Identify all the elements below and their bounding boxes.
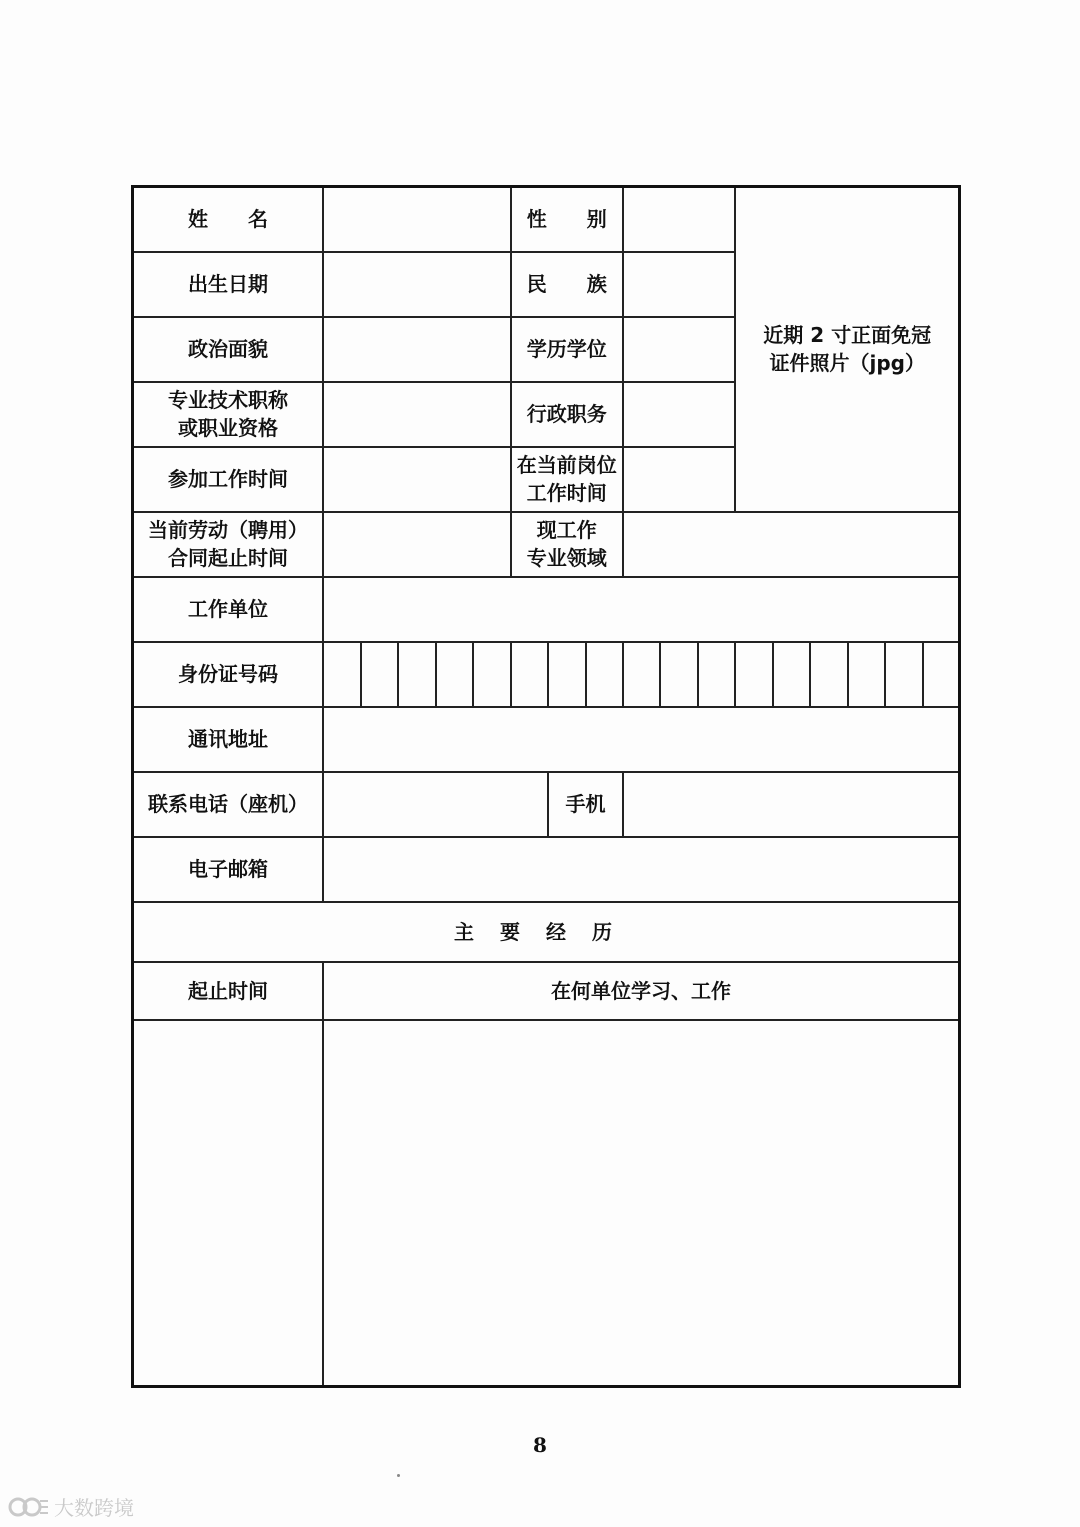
title-label: 专业技术职称 或职业资格: [133, 382, 324, 447]
address-label: 通讯地址: [133, 707, 324, 772]
phone-label: 联系电话（座机）: [133, 772, 324, 837]
education-field[interactable]: [623, 317, 735, 382]
admin-position-field[interactable]: [623, 382, 735, 447]
contract-label: 当前劳动（聘用） 合同起止时间: [133, 512, 324, 577]
contract-field[interactable]: [323, 512, 510, 577]
ethnicity-field[interactable]: [623, 252, 735, 317]
watermark-text: 大数跨境: [54, 1496, 134, 1520]
education-label: 学历学位: [511, 317, 623, 382]
work-start-field[interactable]: [323, 447, 510, 512]
gender-label: 性 别: [511, 187, 623, 252]
id-digit-box[interactable]: [810, 642, 847, 707]
field-label: 现工作 专业领域: [511, 512, 623, 577]
id-digit-box[interactable]: [473, 642, 511, 707]
watermark-logo-icon: [8, 1495, 50, 1519]
watermark: [8, 1492, 134, 1521]
id-digit-box[interactable]: [773, 642, 810, 707]
birth-date-label: 出生日期: [133, 252, 324, 317]
id-digit-box[interactable]: [848, 642, 885, 707]
current-post-time-field[interactable]: [623, 447, 735, 512]
name-label: 姓 名: [133, 187, 324, 252]
id-digit-box[interactable]: [511, 642, 548, 707]
birth-date-field[interactable]: [323, 252, 510, 317]
title-field[interactable]: [323, 382, 510, 447]
organization-label: 在何单位学习、工作: [323, 962, 959, 1020]
admin-position-label: 行政职务: [511, 382, 623, 447]
current-post-time-label: 在当前岗位 工作时间: [511, 447, 623, 512]
work-start-label: 参加工作时间: [133, 447, 324, 512]
political-status-field[interactable]: [323, 317, 510, 382]
email-label: 电子邮箱: [133, 837, 324, 902]
id-digit-box[interactable]: [548, 642, 585, 707]
address-field[interactable]: [323, 707, 959, 772]
id-digit-box[interactable]: [586, 642, 623, 707]
id-digit-box[interactable]: [361, 642, 398, 707]
experience-period-field[interactable]: [133, 1020, 324, 1387]
id-digit-box[interactable]: [398, 642, 435, 707]
page-number: 8: [533, 1433, 547, 1457]
registration-form-table: [131, 185, 961, 1388]
scan-speck: [397, 1474, 400, 1477]
id-digit-box[interactable]: [623, 642, 660, 707]
mobile-field[interactable]: [623, 772, 960, 837]
id-digit-box[interactable]: [735, 642, 772, 707]
id-digit-box[interactable]: [660, 642, 697, 707]
experience-detail-field[interactable]: [323, 1020, 959, 1387]
id-digit-box[interactable]: [698, 642, 735, 707]
id-digit-box[interactable]: [323, 642, 360, 707]
ethnicity-label: 民 族: [511, 252, 623, 317]
id-digit-box[interactable]: [885, 642, 922, 707]
period-label: 起止时间: [133, 962, 324, 1020]
experience-heading: 主要经历: [133, 902, 960, 962]
employer-label: 工作单位: [133, 577, 324, 642]
name-field[interactable]: [323, 187, 510, 252]
id-number-label: 身份证号码: [133, 642, 324, 707]
email-field[interactable]: [323, 837, 959, 902]
id-digit-box[interactable]: [436, 642, 473, 707]
field-field[interactable]: [623, 512, 960, 577]
gender-field[interactable]: [623, 187, 735, 252]
mobile-label: 手机: [548, 772, 623, 837]
photo-placeholder[interactable]: 近期 2 寸正面免冠 证件照片（jpg）: [735, 187, 959, 512]
phone-field[interactable]: [323, 772, 548, 837]
employer-field[interactable]: [323, 577, 959, 642]
id-digit-box[interactable]: [923, 642, 960, 707]
political-status-label: 政治面貌: [133, 317, 324, 382]
